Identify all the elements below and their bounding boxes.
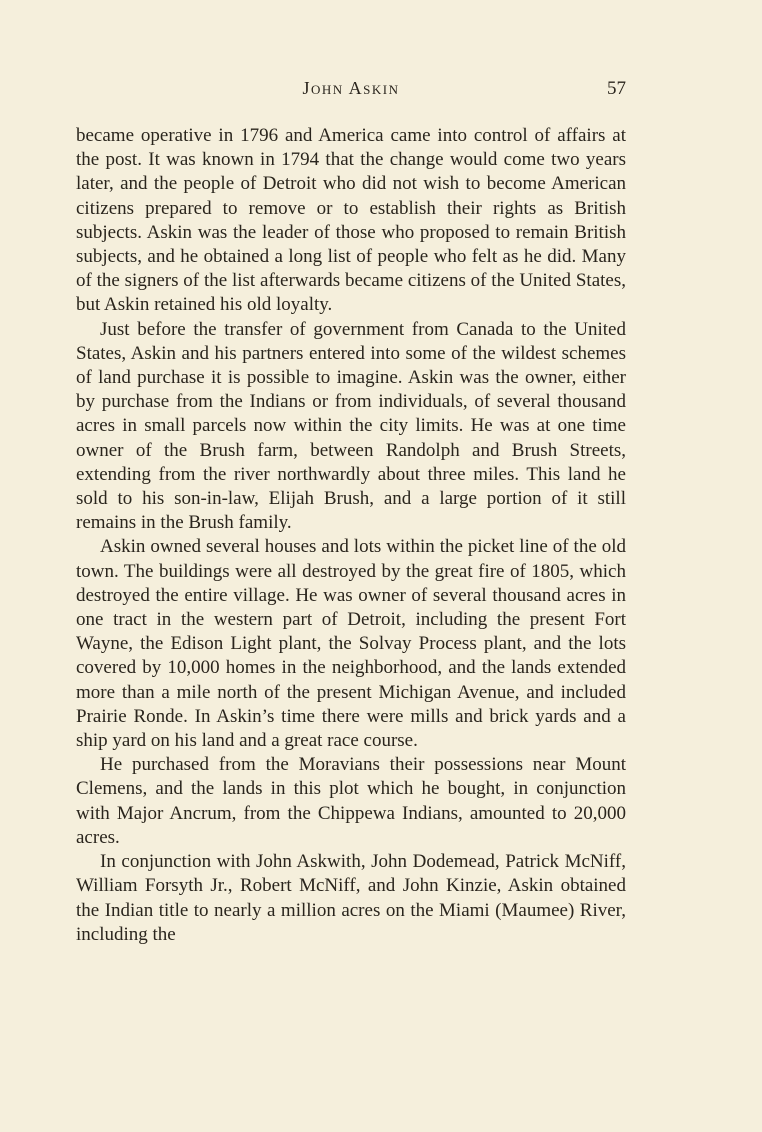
body-text	[76, 124, 626, 947]
paragraph: Askin owned several houses and lots within the picket line of the old town. The buildings were all destroyed by the great fire of 1805, which destroyed the entire village. He was owner of several thousand acres in one tract in the western part of Detroit, including the present Fort Wayne, the Edison Light plant, the Solvay Process plant, and the lots covered by 10,000 homes in the neighborhood, and the lands extended more than a mile north of the present Michigan Avenue, and included Prairie Ronde. In Askin’s time there were mills and brick yards and a ship yard on his land and a great race course.	[76, 536, 626, 752]
page-number: 57	[607, 78, 626, 99]
paragraph: He purchased from the Moravians their possessions near Mount Clemens, and the lands in this plot which he bought, in conjunction with Major Ancrum, from the Chippewa Indians, amounted to 20,000 acres.	[76, 754, 626, 848]
paragraph: Just before the transfer of government from Canada to the United States, Askin and his partners entered into some of the wildest schemes of land purchase it is possible to imagine. Askin was the owner, either by purchase from the Indians or from individuals, of several thousand acres in small parcels now within the city limits. He was at one time owner of the Brush farm, between Randolph and Brush Streets, extending from the river northwardly about three miles. This land he sold to his son-in-law, Elijah Brush, and a large portion of it still remains in the Brush family.	[76, 318, 626, 534]
running-title: John Askin	[302, 78, 400, 98]
paragraph: became operative in 1796 and America came into control of affairs at the post. It was known in 1794 that the change would come two years later, and the people of Detroit who did not wish to become American citizens prepared to remove or to establish their rights as British subjects. Askin was the leader of those who proposed to remain British subjects, and he obtained a long list of people who felt as he did. Many of the signers of the list afterwards became citizens of the United States, but Askin retained his old loyalty.	[76, 125, 626, 316]
running-head	[76, 78, 626, 102]
paragraph: In conjunction with John Askwith, John Dodemead, Patrick McNiff, William Forsyth Jr., Robert McNiff, and John Kinzie, Askin obtained the Indian title to nearly a million acres on the Miami (Maumee) River, including the	[76, 851, 626, 945]
